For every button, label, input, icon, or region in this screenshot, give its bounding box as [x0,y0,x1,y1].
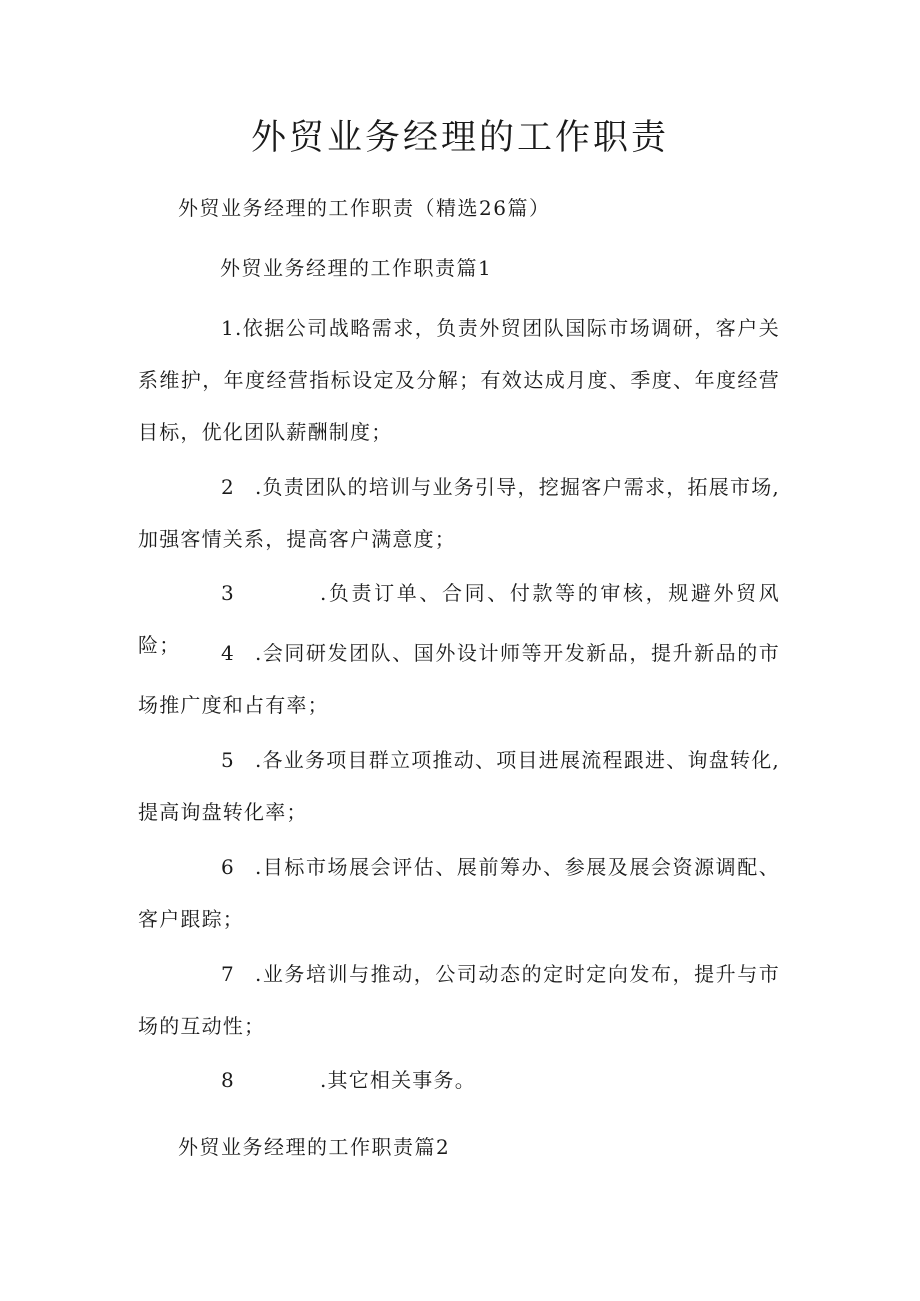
item-text: .依据公司战略需求，负责外贸团队国际市场调研，客户关系维护，年度经营指标设定及分解；有效达成月度、季度、年度经营目标，优化团队薪酬制度； [138,316,780,444]
item-number: 6 [221,855,235,879]
item-number: 2 [221,475,235,499]
document-title: 外贸业务经理的工作职责 [250,118,669,158]
item-number: 4 [221,641,235,665]
item-text: .目标市场展会评估、展前筹办、参展及展会资源调配、客户跟踪； [138,855,780,931]
list-item [138,948,780,1052]
item-number: 1 [221,316,235,340]
item-text: .负责团队的培训与业务引导，挖掘客户需求，拓展市场,加强客情关系，提高客户满意度； [138,475,780,551]
item-number: 5 [221,748,235,772]
list-item [138,734,780,838]
list-item [138,302,780,458]
document-subtitle: 外贸业务经理的工作职责（精选26篇） [178,196,551,220]
item-text: .其它相关事务。 [319,1068,476,1092]
item-number: 8 [221,1068,235,1092]
list-item [138,461,780,565]
item-text: .会同研发团队、国外设计师等开发新品，提升新品的市场推广度和占有率； [138,641,780,717]
item-text: .负责订单、合同、付款等的审核，规避外贸风险； [138,581,780,657]
item-number: 3 [221,581,235,605]
item-text: .业务培训与推动，公司动态的定时定向发布，提升与市场的互动性； [138,962,780,1038]
list-item [138,1054,780,1106]
item-text: .各业务项目群立项推动、项目进展流程跟进、询盘转化,提高询盘转化率； [138,748,780,824]
list-item [138,627,780,731]
section-heading-2: 外贸业务经理的工作职责篇2 [178,1135,451,1159]
item-number: 7 [221,962,235,986]
section-heading-1: 外贸业务经理的工作职责篇1 [220,256,493,280]
list-item [138,841,780,945]
